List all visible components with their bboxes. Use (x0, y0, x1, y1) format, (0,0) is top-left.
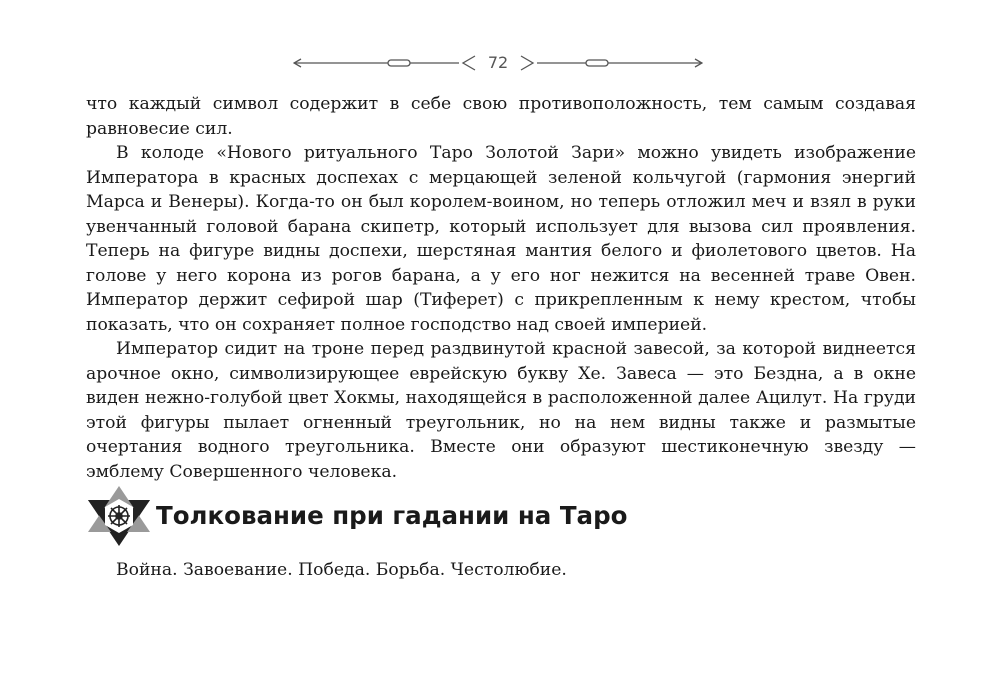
paragraph-continuation: что каждый символ содержит в себе свою противоположность, тем самым создавая равновесие сил. (86, 94, 916, 139)
paragraph-emperor-throne: Император сидит на троне перед раздвинутой красной завесой, за которой виднеется арочное окно, символизирующее еврейскую букву Хе. Завеса — это Бездна, а в окне виден нежно-голубой цвет Хокмы, находящейся в расположенной далее Ацилут. На груди этой фигуры пылает огненный треугольник, но на нем видны также и размытые очертания водного треугольника. Вместе они образуют шестиконечную звезду — эмблему Совершенного человека. (86, 339, 916, 482)
paragraph-emperor-deck: В колоде «Нового ритуального Таро Золотой Зари» можно увидеть изображение Императора в красных доспехах с мерцающей зеленой кольчугой (гармония энергий Марса и Венеры). Когда-то он был королем-воином, но теперь отложил меч и взял в руки увенчанный головой барана скипетр, который использует для вызова сил проявления. Теперь на фигуре видны доспехи, шерстяная мантия белого и фиолетового цветов. На голове у него корона из рогов барана, а у его ног нежится на весенней траве Овен. Император держит сефирой шар (Тиферет) с прикрепленным к нему крестом, чтобы показать, что он сохраняет полное господство над своей империей. (86, 143, 916, 335)
page-number: 72 (487, 53, 509, 72)
section-title: Толкование при гадании на Таро (156, 501, 628, 530)
hexagram-star-icon (86, 486, 152, 546)
body-text (86, 92, 916, 484)
page-header (293, 52, 703, 74)
section-tarot-interpretation (86, 486, 916, 546)
interpretation-keywords: Война. Завоевание. Победа. Борьба. Честолюбие. (116, 560, 567, 580)
